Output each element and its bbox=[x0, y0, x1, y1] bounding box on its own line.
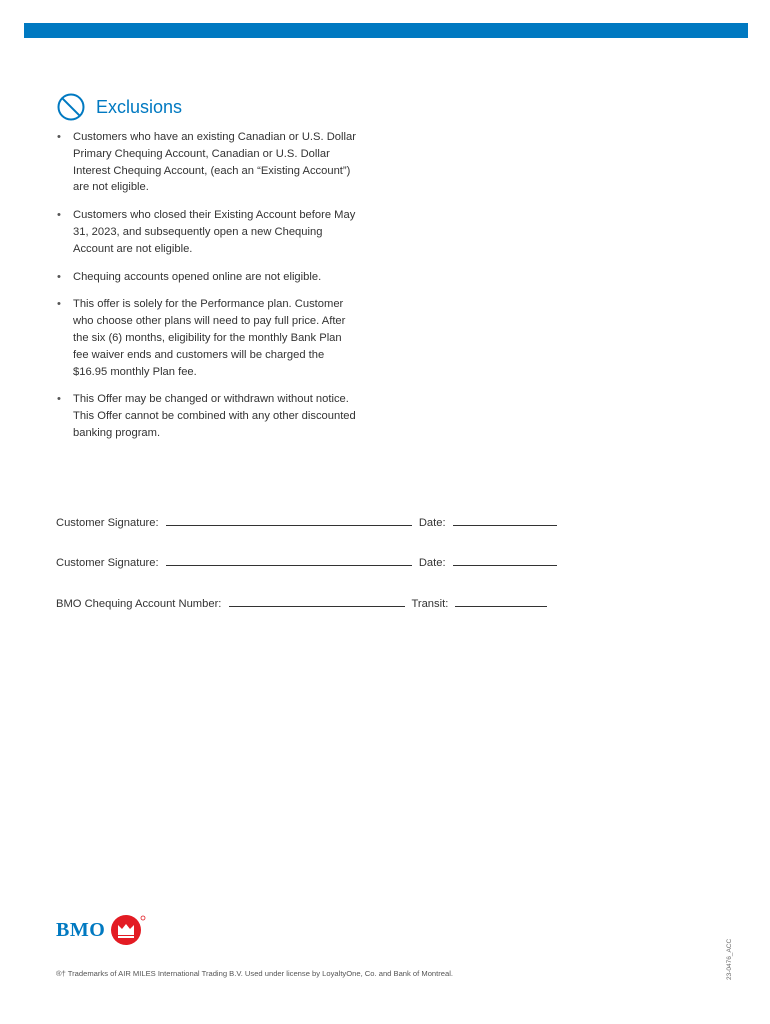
signature-field[interactable] bbox=[166, 553, 412, 566]
list-item: • Customers who have an existing Canadian or U.S. Dollar Primary Chequing Account, Canadian or U.S. Dollar Interest Chequing Account, (each an “Existing Account”) are not eligible. bbox=[56, 129, 356, 196]
top-banner-bar bbox=[24, 23, 748, 38]
account-row bbox=[56, 594, 551, 610]
signature-label: Customer Signature: bbox=[56, 517, 159, 529]
list-item: • Chequing accounts opened online are not eligible. bbox=[56, 269, 356, 286]
document-code: 23-0476_ACC bbox=[726, 938, 733, 980]
exclusions-list bbox=[56, 129, 356, 453]
exclusions-title: Exclusions bbox=[96, 96, 183, 117]
signature-row-1 bbox=[56, 513, 561, 529]
bmo-wordmark: BMO bbox=[56, 918, 106, 941]
signature-field[interactable] bbox=[166, 513, 412, 526]
bmo-logo bbox=[56, 912, 149, 948]
signature-row-2 bbox=[56, 553, 561, 569]
transit-label: Transit: bbox=[411, 598, 449, 610]
date-field[interactable] bbox=[453, 513, 557, 526]
account-number-field[interactable] bbox=[229, 594, 405, 607]
prohibited-icon bbox=[56, 92, 86, 122]
trademark-footnote: ®† Trademarks of AIR MILES International Trading B.V. Used under license by LoyaltyOne, Co. and Bank of Montreal. bbox=[56, 969, 454, 978]
bmo-roundel-icon bbox=[109, 912, 149, 948]
signature-label: Customer Signature: bbox=[56, 557, 159, 569]
list-item: • This offer is solely for the Performance plan. Customer who choose other plans will need to pay full price. After the six (6) months, eligibility for the monthly Bank Plan fee waiver ends and customers will be charged the $16.95 monthly Plan fee. bbox=[56, 296, 356, 380]
date-label: Date: bbox=[418, 557, 446, 569]
transit-field[interactable] bbox=[455, 594, 547, 607]
date-label: Date: bbox=[418, 517, 446, 529]
date-field[interactable] bbox=[453, 553, 557, 566]
exclusions-heading bbox=[56, 92, 182, 122]
list-item: • This Offer may be changed or withdrawn without notice. This Offer cannot be combined with any other discounted banking program. bbox=[56, 391, 356, 441]
account-number-label: BMO Chequing Account Number: bbox=[56, 598, 222, 610]
list-item: • Customers who closed their Existing Account before May 31, 2023, and subsequently open a new Chequing Account are not eligible. bbox=[56, 207, 356, 257]
